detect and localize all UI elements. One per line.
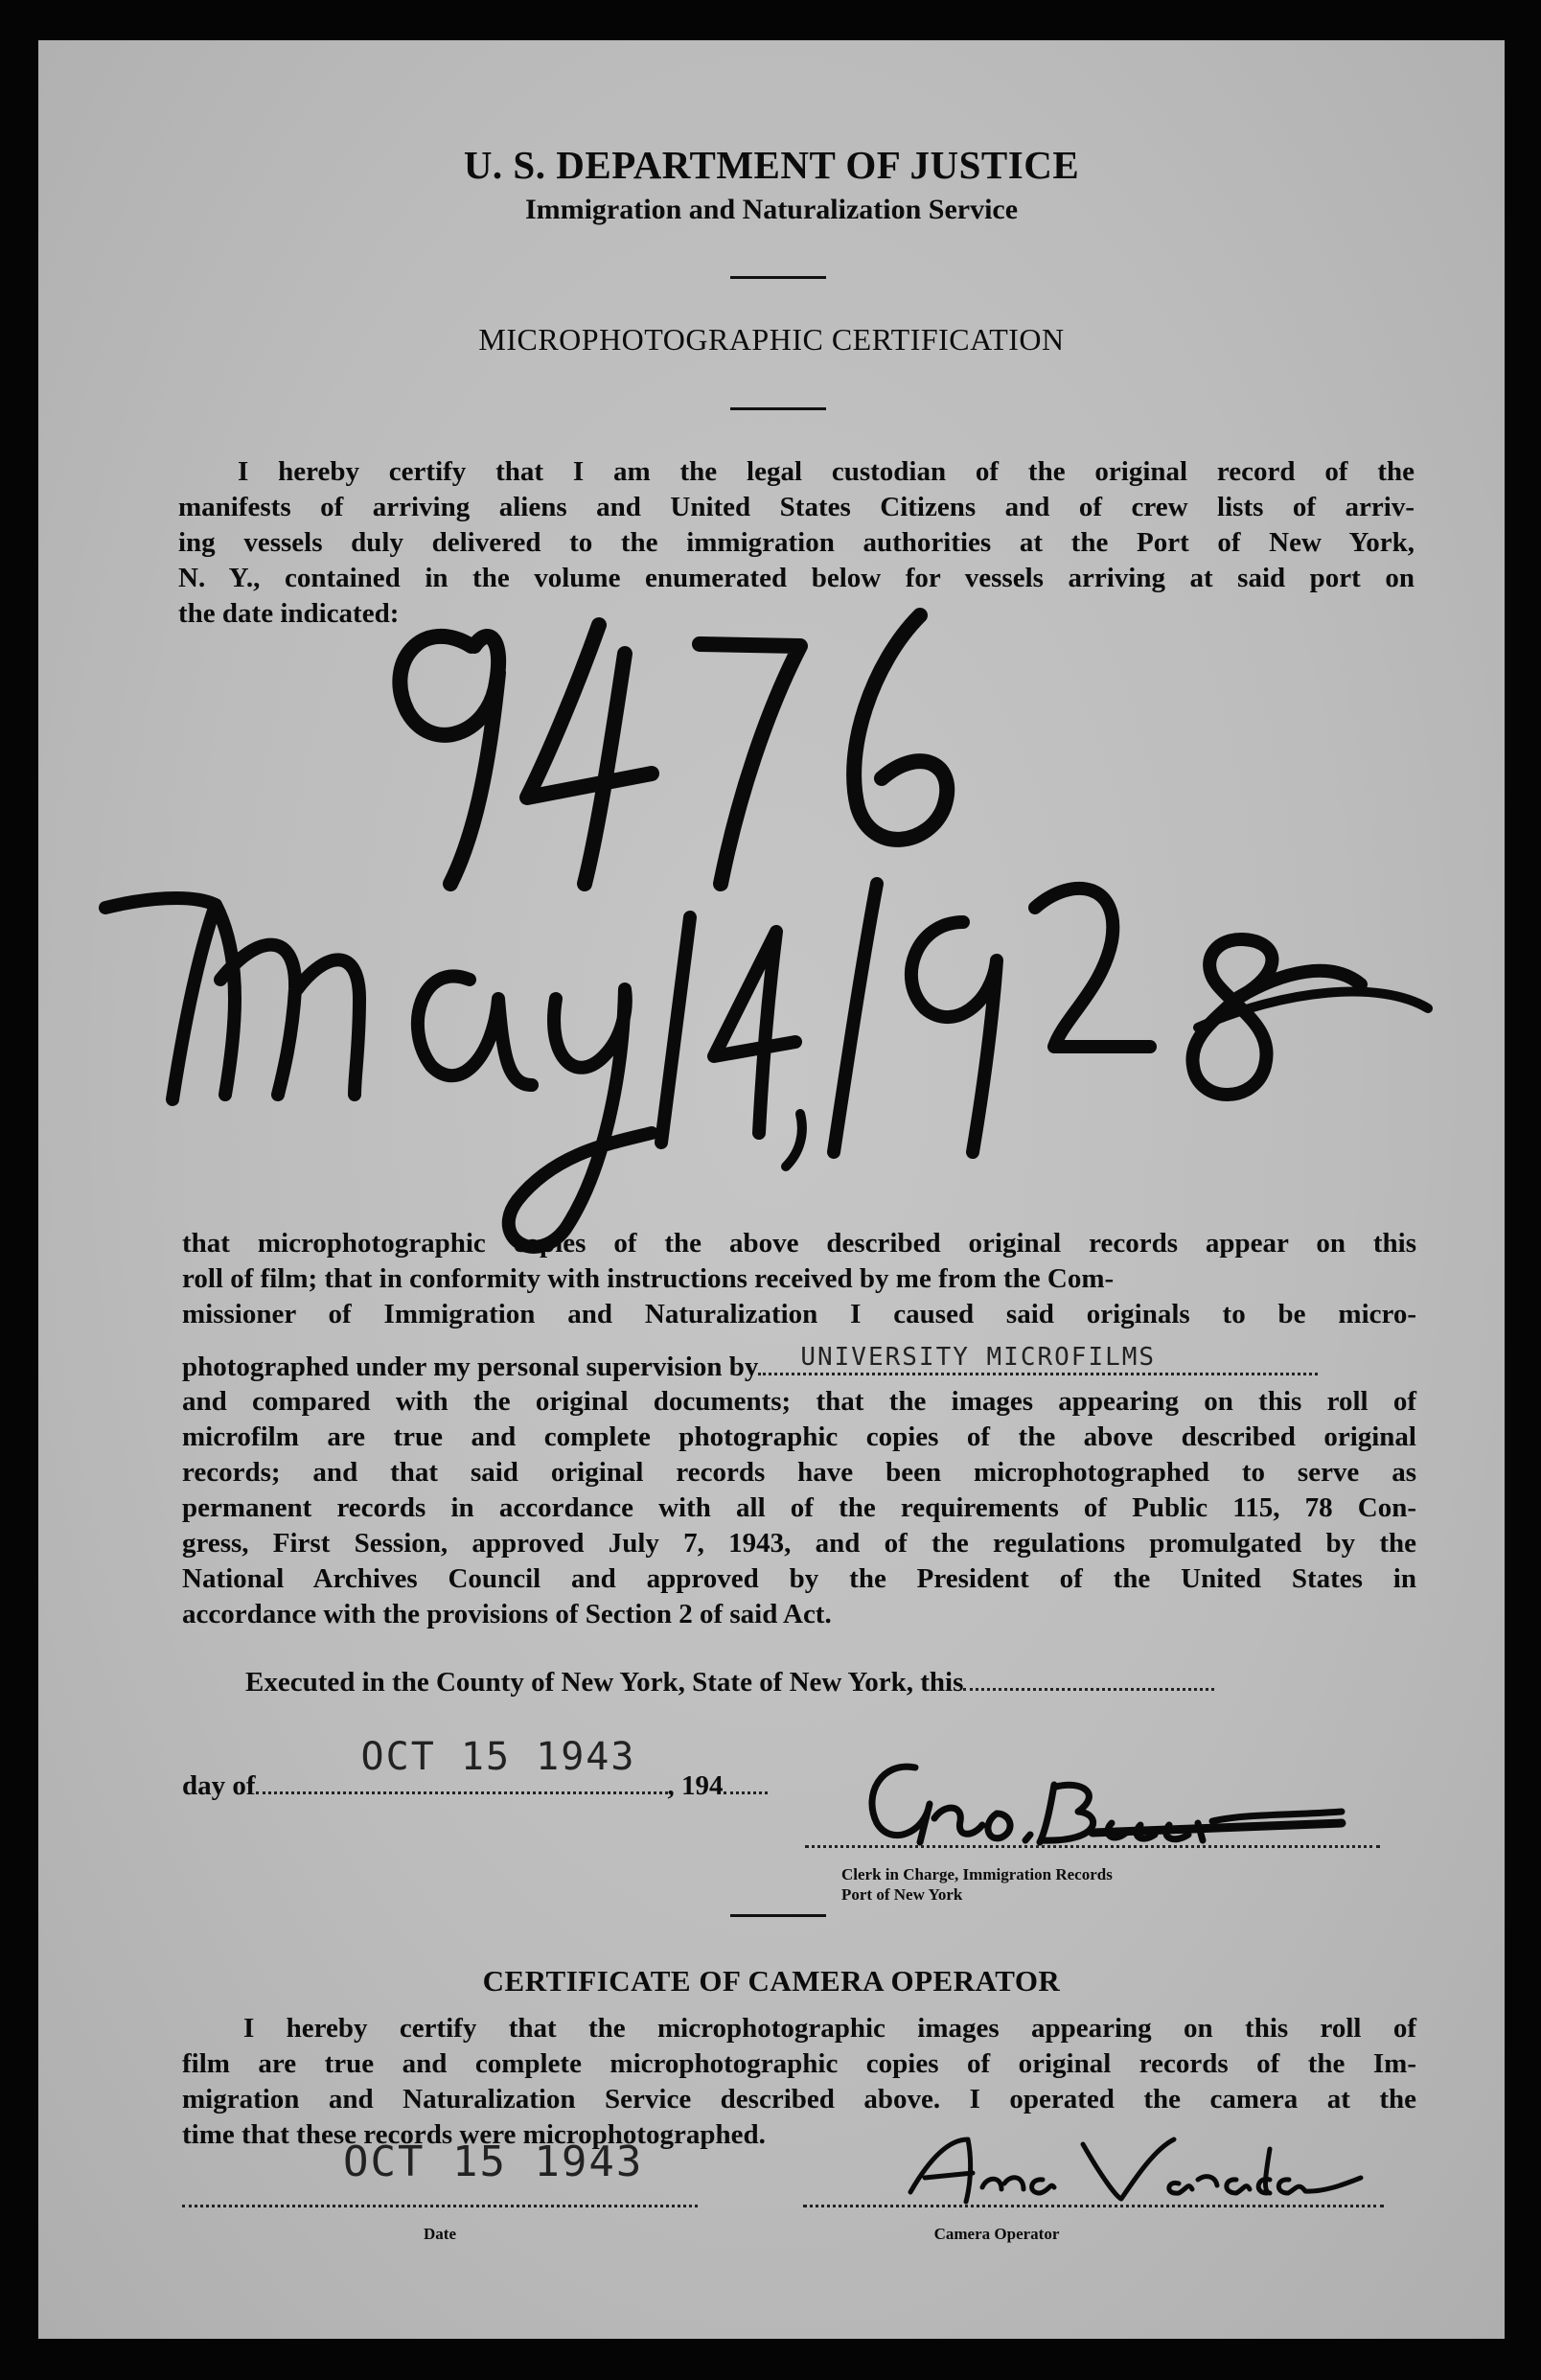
operator-date-stamp: OCT 15 1943 xyxy=(343,2137,644,2186)
executed-line xyxy=(245,1663,1214,1700)
operator-line: film are true and complete microphotographic copies of original records of the Im- xyxy=(182,2048,1416,2079)
year-dotted-field xyxy=(724,1767,768,1794)
supervision-dotted-field xyxy=(758,1343,1318,1375)
operator-label: Camera Operator xyxy=(933,2225,1060,2243)
executed-dotted-field xyxy=(963,1663,1214,1691)
clerk-title-line: Port of New York xyxy=(841,1885,963,1904)
executed-label: Executed in the County of New York, State of New York, this xyxy=(245,1667,964,1698)
date-label: Date xyxy=(424,2225,456,2243)
day-of-label: day of xyxy=(182,1770,256,1801)
supervision-stamp: UNIVERSITY MICROFILMS xyxy=(800,1343,1157,1372)
body-paragraph xyxy=(182,1226,1416,1332)
body-line: accordance with the provisions of Section 2 of said Act. xyxy=(182,1599,832,1629)
agency-subtitle: Immigration and Naturalization Service xyxy=(524,194,1019,225)
body-line: roll of film; that in conformity with instructions received by me from the Com- xyxy=(182,1263,1115,1294)
clerk-title-line: Clerk in Charge, Immigration Records xyxy=(841,1865,1113,1883)
header-divider xyxy=(730,276,826,279)
intro-line: ing vessels duly delivered to the immigration authorities at the Port of New York, xyxy=(178,527,1414,558)
supervision-line xyxy=(182,1343,1416,1385)
intro-line: N. Y., contained in the volume enumerated below for vessels arriving at said port on xyxy=(178,563,1414,593)
camera-operator-paragraph xyxy=(182,2011,1416,2153)
clerk-signature xyxy=(872,1767,1342,1842)
day-of-dotted-field xyxy=(256,1735,668,1794)
date-line xyxy=(182,2205,698,2207)
agency-title: U. S. DEPARTMENT OF JUSTICE xyxy=(463,143,1080,187)
body-line: microfilm are true and complete photographic copies of the above described original xyxy=(182,1421,1416,1452)
handwritten-volume-number xyxy=(400,615,947,884)
certification-title: MICROPHOTOGRAPHIC CERTIFICATION xyxy=(478,322,1065,357)
certificate-page xyxy=(38,40,1505,2339)
body-line: that microphotographic copies of the above described original records appear on this xyxy=(182,1228,1416,1259)
intro-paragraph xyxy=(178,454,1414,632)
day-of-date-stamp: OCT 15 1943 xyxy=(360,1735,636,1779)
clerk-signature-line xyxy=(805,1845,1380,1848)
day-of-line xyxy=(182,1735,768,1804)
body-line: records; and that said original records have been microphotographed to serve as xyxy=(182,1457,1416,1488)
handwritten-date xyxy=(105,884,1428,1247)
title-divider xyxy=(730,407,826,410)
year-suffix: , 194 xyxy=(667,1770,724,1801)
body-paragraph-2 xyxy=(182,1384,1416,1632)
body-line: missioner of Immigration and Naturalization I caused said originals to be micro- xyxy=(182,1299,1416,1329)
clerk-title xyxy=(841,1864,1113,1905)
section-divider xyxy=(730,1914,826,1917)
operator-signature-line xyxy=(803,2205,1384,2207)
intro-line: I hereby certify that I am the legal custodian of the original record of the xyxy=(238,456,1414,487)
operator-line: I hereby certify that the microphotographic images appearing on this roll of xyxy=(243,2013,1416,2044)
body-line: permanent records in accordance with all of the requirements of Public 115, 78 Con- xyxy=(182,1492,1416,1523)
body-line: gress, First Session, approved July 7, 1943, and of the regulations promulgated by the xyxy=(182,1528,1416,1559)
operator-line: time that these records were microphotographed. xyxy=(182,2119,766,2150)
body-line: and compared with the original documents; that the images appearing on this roll of xyxy=(182,1386,1416,1417)
intro-line: the date indicated: xyxy=(178,598,400,629)
body-line: National Archives Council and approved by the President of the United States in xyxy=(182,1563,1416,1594)
operator-line: migration and Naturalization Service described above. I operated the camera at the xyxy=(182,2084,1416,2114)
intro-line: manifests of arriving aliens and United States Citizens and of crew lists of arriv- xyxy=(178,492,1414,522)
camera-operator-title: CERTIFICATE OF CAMERA OPERATOR xyxy=(482,1964,1061,1998)
supervision-label: photographed under my personal supervision by xyxy=(182,1352,759,1382)
